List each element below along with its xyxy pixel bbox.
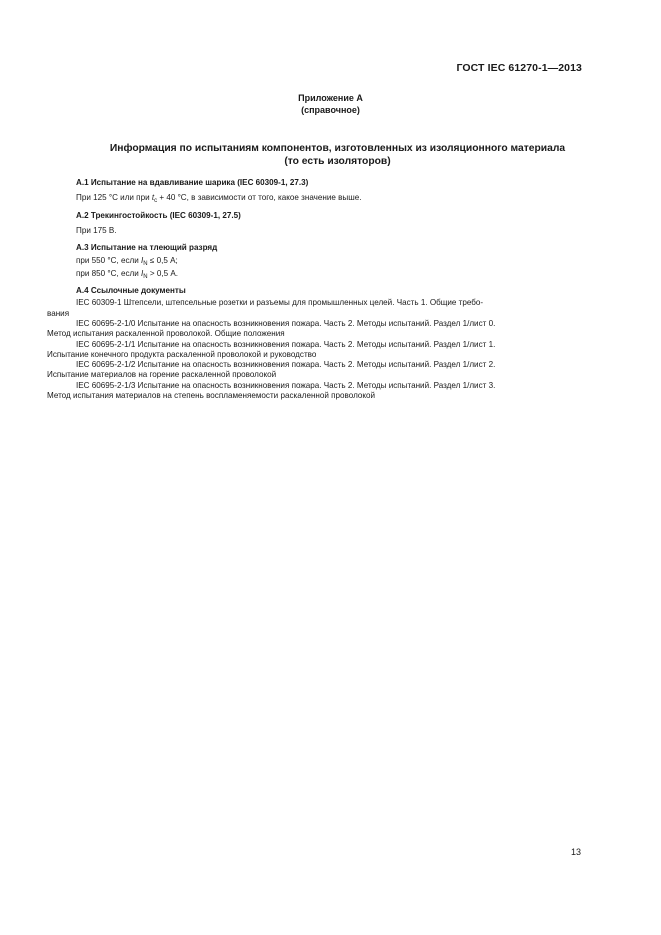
appendix-heading xyxy=(0,92,661,116)
page-number: 13 xyxy=(570,847,581,857)
reference-item xyxy=(47,319,583,340)
section-a3-line1 xyxy=(47,256,583,266)
appendix-title: Приложение А xyxy=(298,93,363,103)
a3-line1-var: I xyxy=(141,256,144,266)
reference-item xyxy=(47,340,583,361)
a3-line2-pre: при 850 °С, если xyxy=(76,268,142,278)
reference-list xyxy=(47,298,583,401)
reference-line-rest: Испытание конечного продукта раскаленной проволокой и руководство xyxy=(47,349,317,359)
main-title xyxy=(47,142,628,168)
section-a3-heading: А.3 Испытание на тлеющий разряд xyxy=(76,243,218,253)
reference-line-first: IEC 60309-1 Штепсели, штепсельные розетки и разъемы для промышленных целей. Часть 1. Общие требо- xyxy=(76,298,484,308)
section-a1-text xyxy=(47,193,583,203)
section-a1-heading: А.1 Испытание на вдавливание шарика (IEC 60309-1, 27.3) xyxy=(76,178,309,187)
a3-line2-var: I xyxy=(141,268,144,278)
a3-line2-sub: N xyxy=(143,273,148,280)
a3-line1-post: ≤ 0,5 А; xyxy=(147,256,178,266)
a3-line1-pre: при 550 °С, если xyxy=(76,256,142,266)
reference-item xyxy=(47,360,583,381)
a3-line2-post: > 0,5 А. xyxy=(147,268,178,278)
reference-item xyxy=(47,381,583,402)
standard-header: ГОСТ IEC 61270-1—2013 xyxy=(456,62,582,74)
a3-line1-sub: N xyxy=(143,261,148,268)
reference-line-rest: Испытание материалов на горение раскаленной проволокой xyxy=(47,370,277,380)
reference-line-rest: вания xyxy=(47,308,70,318)
a1-text-post: + 40 °С, в зависимости от того, какое значение выше. xyxy=(157,193,362,203)
reference-line-rest: Метод испытания раскаленной проволокой. Общие положения xyxy=(47,329,285,339)
a1-text-var: t xyxy=(151,193,155,203)
main-title-line2: (то есть изоляторов) xyxy=(284,156,391,167)
a1-text-pre: При 125 °С или при xyxy=(76,193,152,203)
reference-item xyxy=(47,298,583,319)
section-a2-text: При 175 В. xyxy=(76,225,117,235)
document-body xyxy=(47,178,583,401)
section-a3-line2 xyxy=(47,269,583,279)
section-a2-heading: А.2 Трекингостойкость (IEC 60309-1, 27.5) xyxy=(76,210,241,220)
section-a4-heading: А.4 Ссылочные документы xyxy=(76,286,186,296)
reference-line-first: IEC 60695-2-1/1 Испытание на опасность возникновения пожара. Часть 2. Методы испытаний. Раздел 1/лист 1. xyxy=(76,339,496,349)
appendix-note: (справочное) xyxy=(301,105,360,115)
reference-line-first: IEC 60695-2-1/2 Испытание на опасность возникновения пожара. Часть 2. Методы испытаний. Раздел 1/лист 2. xyxy=(76,360,496,370)
reference-line-first: IEC 60695-2-1/0 Испытание на опасность возникновения пожара. Часть 2. Методы испытаний. Раздел 1/лист 0. xyxy=(76,318,496,328)
main-title-line1: Информация по испытаниям компонентов, изготовленных из изоляционного материала xyxy=(109,143,566,154)
a1-text-sub: c xyxy=(154,198,158,205)
reference-line-first: IEC 60695-2-1/3 Испытание на опасность возникновения пожара. Часть 2. Методы испытаний. Раздел 1/лист 3. xyxy=(76,380,496,390)
reference-line-rest: Метод испытания материалов на степень воспламеняемости раскаленной проволокой xyxy=(47,391,376,401)
